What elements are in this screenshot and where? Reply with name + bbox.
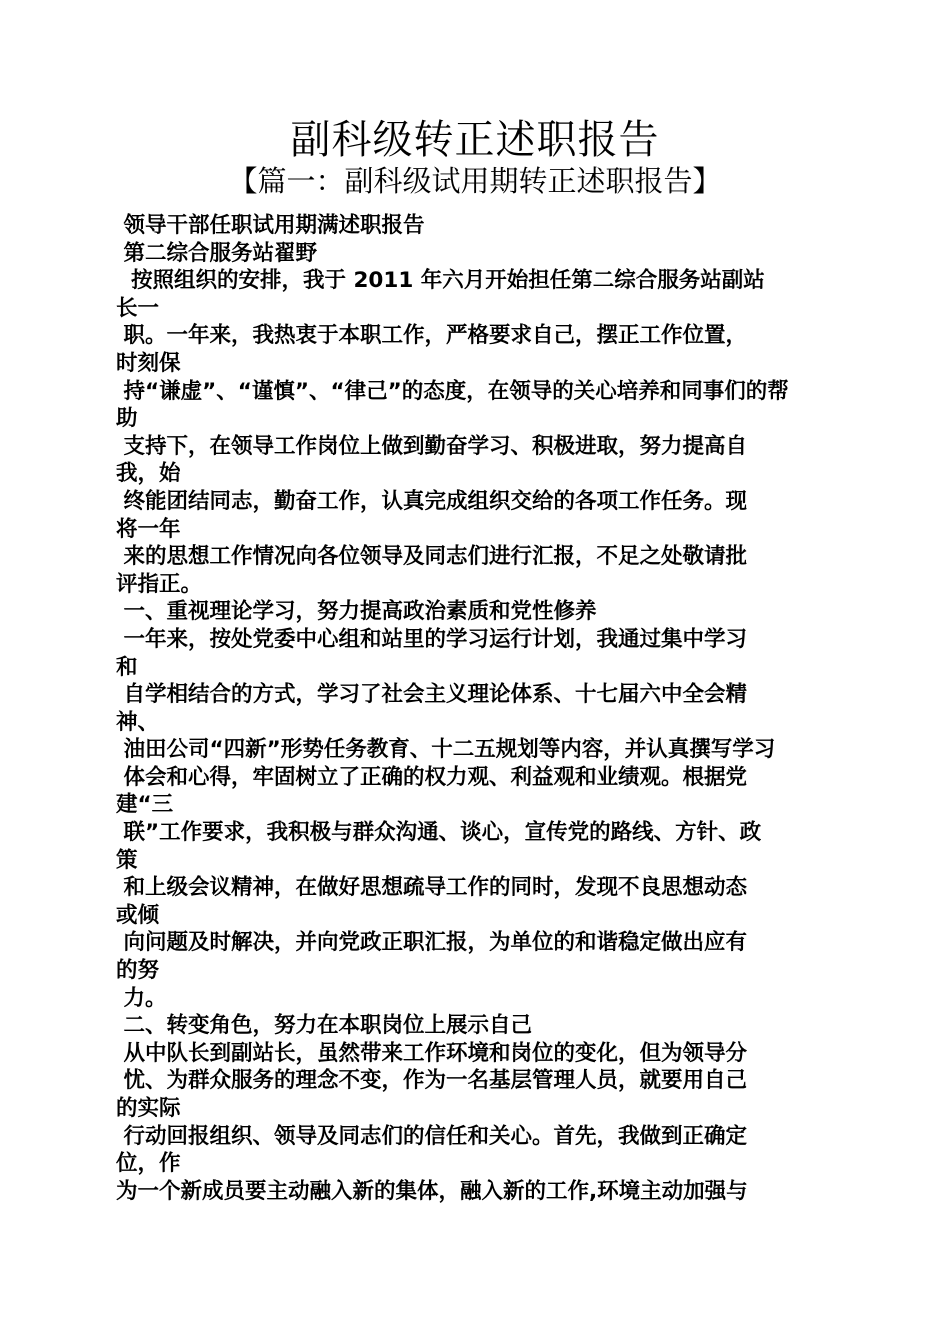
body-line: 长一 (116, 295, 160, 321)
body-line: 助 (116, 406, 138, 432)
document-subtitle: 【篇一：副科级试用期转正述职报告】 (228, 164, 722, 198)
body-line: 或倾 (116, 902, 160, 928)
document-body (116, 212, 856, 1205)
body-line: 力。 (116, 985, 167, 1011)
body-line: 联”工作要求，我积极与群众沟通、谈心，宣传党的路线、方针、政 (116, 820, 762, 846)
body-line: 终能团结同志，勤奋工作，认真完成组织交给的各项工作任务。现 (116, 488, 747, 514)
body-line: 行动回报组织、领导及同志们的信任和关心。首先，我做到正确定 (116, 1123, 747, 1149)
body-line: 的努 (116, 958, 160, 984)
body-line: 自学相结合的方式，学习了社会主义理论体系、十七届六中全会精 (116, 682, 747, 708)
document-title: 副科级转正述职报告 (290, 117, 660, 163)
body-line: 职。一年来，我热衷于本职工作，严格要求自己，摆正工作位置， (116, 323, 747, 349)
body-line: 第二综合服务站翟野 (116, 240, 317, 266)
body-line: 的实际 (116, 1096, 181, 1121)
body-line: 按照组织的安排，我于 2011 年六月开始担任第二综合服务站副站 (116, 268, 765, 294)
body-line: 为一个新成员要主动融入新的集体，融入新的工作,环境主动加强与 (116, 1178, 748, 1204)
body-line: 从中队长到副站长，虽然带来工作环境和岗位的变化，但为领导分 (116, 1040, 747, 1066)
body-line: 和上级会议精神，在做好思想疏导工作的同时，发现不良思想动态 (116, 875, 747, 901)
body-line: 向问题及时解决，并向党政正职汇报，为单位的和谐稳定做出应有 (116, 930, 747, 956)
body-line: 持“谦虚”、“谨慎”、“律己”的态度，在领导的关心培养和同事们的帮 (116, 378, 789, 404)
body-line: 建“三 (116, 792, 174, 818)
body-line: 位，作 (116, 1151, 181, 1177)
body-line: 神、 (116, 709, 160, 735)
body-line: 支持下，在领导工作岗位上做到勤奋学习、积极进取，努力提高自 (116, 433, 747, 459)
body-line: 一年来，按处党委中心组和站里的学习运行计划，我通过集中学习 (116, 626, 747, 652)
body-line: 一、重视理论学习，努力提高政治素质和党性修养 (116, 599, 597, 625)
body-line: 二、转变角色，努力在本职岗位上展示自己 (116, 1013, 532, 1039)
body-line: 我，始 (116, 461, 181, 487)
body-line: 油田公司“四新”形势任务教育、十二五规划等内容，并认真撰写学习 (116, 737, 776, 763)
body-line: 体会和心得，牢固树立了正确的权力观、利益观和业绩观。根据党 (116, 764, 747, 790)
body-line: 忧、为群众服务的理念不变，作为一名基层管理人员，就要用自己 (116, 1068, 747, 1094)
body-line: 时刻保 (116, 350, 181, 376)
body-line: 和 (116, 654, 138, 680)
body-line: 领导干部任职试用期满述职报告 (116, 213, 425, 238)
body-line: 评指正。 (116, 571, 203, 597)
body-line: 来的思想工作情况向各位领导及同志们进行汇报，不足之处敬请批 (116, 544, 747, 570)
body-line: 策 (116, 847, 138, 873)
body-line: 将一年 (116, 516, 181, 542)
